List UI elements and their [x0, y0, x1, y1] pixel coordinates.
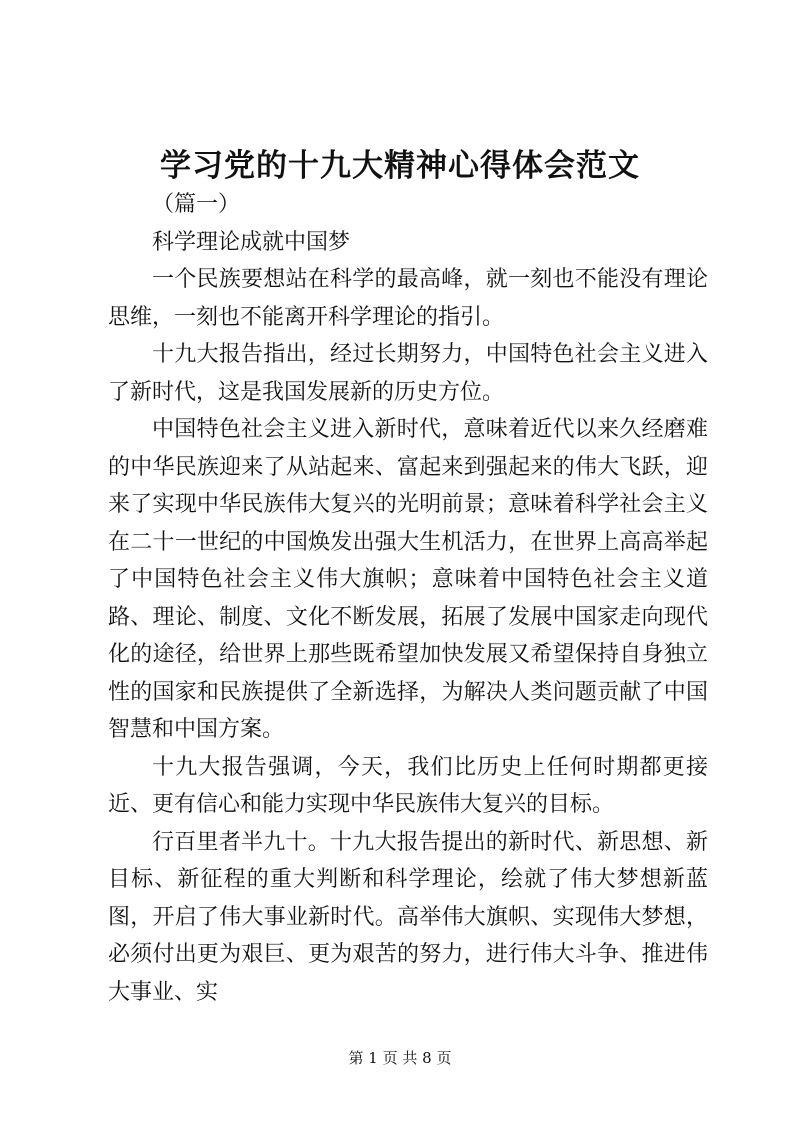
paragraph: 中国特色社会主义进入新时代，意味着近代以来久经磨难的中华民族迎来了从站起来、富起来到强起来的伟大飞跃，迎来了实现中华民族伟大复兴的光明前景；意味着科学社会主义在二十一世纪的中国焕发出强大生机活力，在世界上高高举起了中国特色社会主义伟大旗帜；意味着中国特色社会主义道路、理论、制度、文化不断发展，拓展了发展中国家走向现代化的途径，给世界上那些既希望加快发展又希望保持自身独立性的国家和民族提供了全新选择，为解决人类问题贡献了中国智慧和中国方案。 [108, 417, 708, 742]
document-body [108, 186, 708, 1011]
document-title: 学习党的十九大精神心得体会范文 [160, 148, 640, 184]
paragraph: 十九大报告强调，今天，我们比历史上任何时期都更接近、更有信心和能力实现中华民族伟大复兴的目标。 [108, 754, 708, 817]
section-label: （篇一） [152, 192, 241, 217]
paragraph: 十九大报告指出，经过长期努力，中国特色社会主义进入了新时代，这是我国发展新的历史方位。 [108, 342, 708, 405]
paragraph: 一个民族要想站在科学的最高峰，就一刻也不能没有理论思维，一刻也不能离开科学理论的指引。 [108, 267, 708, 330]
page-footer: 第 1 页 共 8 页 [348, 1049, 452, 1067]
article-subtitle: 科学理论成就中国梦 [152, 229, 351, 255]
paragraph: 行百里者半九十。十九大报告提出的新时代、新思想、新目标、新征程的重大判断和科学理论，绘就了伟大梦想新蓝图，开启了伟大事业新时代。高举伟大旗帜、实现伟大梦想，必须付出更为艰巨、更为艰苦的努力，进行伟大斗争、推进伟大事业、实 [108, 829, 708, 1005]
